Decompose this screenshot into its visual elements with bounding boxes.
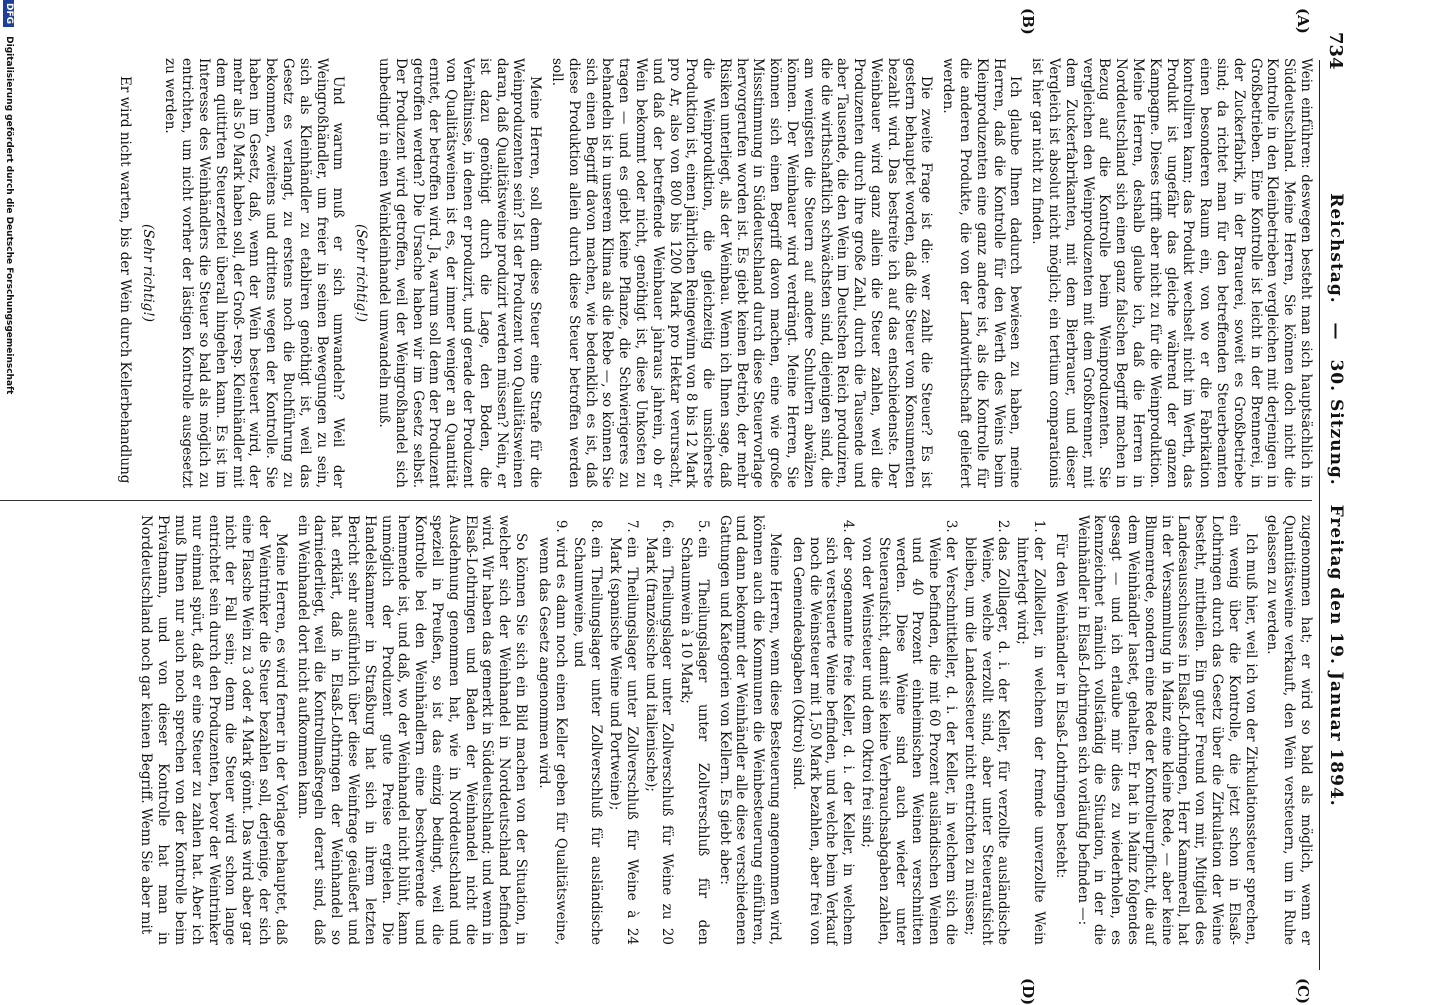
paragraph: Ich glaube Ihnen dadurch bewiesen zu haben, meine Herren, daß die Kontrolle für den Werth des Weins beim Kleinproduzenten eine ganz andere ist, als die Kontrolle für die anderen Produkte, die von der Landwirthschaft geliefert werden. xyxy=(940,58,1024,488)
paragraph: Für den Weinhändler in Elsaß-Lothringen besteht: xyxy=(1052,533,1069,879)
running-head-session: 30. Sitzung. xyxy=(1326,359,1346,486)
list-item: 3. der Verschnittkeller, d. i. der Keller, in welchem sich die Weine befinden, die mit 60 Prozent ausländischen Weinen und 40 Prozent einheimischen Weinen verschnitten werden. Diese Weine sind auch wieder unter Steueraufsicht, damit sie keine Verbrauchsabgaben zahlen, von der Weinsteuer und dem Oktroi frei sind; xyxy=(858,537,959,945)
cellar-types-list xyxy=(789,515,1047,945)
list-item: 4. der sogenannte freie Keller, d. i. der Keller, in welchem sich versteuerte Weine befinden, und welche beim Verkauf noch die Weinsteuer mit 1,50 Mark bezahlen, aber frei von den Gemeindeabgaben (Oktroi) sind. xyxy=(789,537,856,945)
paragraph: Meine Herren, wenn diese Besteuerung angenommen wird, können auch die Kommunen die Weinbesteuerung einführen, und dann bekommt der Weinhändler alle diese verschiedenen Gattungen und Kategorien von Kellern. Es giebt aber: xyxy=(716,515,784,945)
paragraph: Ich muß hier, weil ich von der Zirkulationssteuer sprechen, ein wenig über die Kontrolle, die jetzt schon in Elsaß-Lothringen durch das Gesetz über die Zirkulation der Weine besteht, mittheilen. Ein guter Freund von mir, Mitglied des Landesausschusses in Elsaß-Lothringen, Herr Kammerell, hat in der Versammlung in Mainz eine kleine Rede, — aber keine Blumenrede, sondern eine Rede der Kontrolleurpflicht, die auf dem Weinhändler lastet, gehalten. Er hat in Mainz folgendes gesagt — und ich erlaube mir dies zu wiederholen, es kennzeichnet nämlich vollständig die Situation, in der die Weinhändler in Elsaß-Lothringen sich vorläufig befinden —: xyxy=(1074,515,1259,945)
list-item: 1. der Zollkeller, in welchem der fremde unverzollte Wein hinterlegt wird; xyxy=(1013,537,1047,945)
running-head xyxy=(1326,0,1346,1000)
margin-mark-b: (B) xyxy=(1019,8,1037,35)
paragraph: Meine Herren, soll denn diese Steuer eine Strafe für die Weinproduzenten sein? Ist der Produzent von Qualitätsweinen daran, daß Qualitätsweine produzirt werden müssen? Nein, er ist dazu genöthigt durch die Lage, den Boden, die Verhältnisse, in denen er produzirt, und gerade der Produzent von Qualitätsweinen ist es, der immer weniger an Quantität erntet, der betroffen wird. Ja, warum soll denn der Produzent getroffen werden? Die Ursache haben wir im Gesetz selbst. Der Produzent wird getroffen, weil der Weingroßhandel sich unbedingt in einen Weinkleinhandel umwandeln muß. xyxy=(375,58,544,488)
storage-list xyxy=(535,515,711,945)
paragraph: zugenommen hat; er wird so bald als möglich, wenn er Quantitätsweine verkauft, den Wein versteuern, um in Ruhe gelassen zu werden. xyxy=(1264,515,1314,945)
left-column xyxy=(111,58,1314,488)
paragraph: So können Sie sich ein Bild machen von der Situation, in welcher sich der Weinhandel in Norddeutschland befinden wird. Wir haben das gemerkt in Süddeutschland; und wenn in Elsaß-Lothringen und Baden der Weinhandel nicht die Ausdehnung genommen hat, wie in Norddeutschland und speziell in Preußen, so ist das einzig bedingt, weil die Kontrolle bei den Weinhändlern eine beschwerende und hemmende ist, und daß, wo der Weinhandel nicht blüht, kann unmöglich der Produzent gute Preise ergielen. Die Handelskammer in Straßburg hat sich in ihrem letzten Bericht sehr ausführlich über diese Weinfrage geäußert und hat erklärt, daß in Elsaß-Lothringen der Weinhandel so darniederliegt, weil die Kontrollmaßregeln derart sind, daß ein Weinhandel dort nicht aufkommen kann. xyxy=(294,515,529,945)
list-item: 9. wird es dann noch einen Keller geben für Qualitätsweine, wenn das Gesetz angenommen wird. xyxy=(535,537,569,945)
header-rule xyxy=(1319,60,1320,970)
paragraph: Er wird nicht warten, bis der Wein durch Kellerbehandlung xyxy=(116,76,133,484)
list-item: 2. das Zolllager, d. i. der Keller, für verzollte ausländische Weine, welche verzollt sind, aber unter Steueraufsicht bleiben, um die Landessteuer nicht entrichten zu müssen; xyxy=(961,537,1011,945)
margin-mark-a: (A) xyxy=(1294,8,1312,34)
digitization-stamp xyxy=(2,0,14,1000)
list-item: 5. ein Theilungslager unter Zollverschluß für den Schaumwein à 10 Mark; xyxy=(677,537,711,945)
list-item: 6. ein Theilungslager unter Zollverschluß für Weine zu 20 Mark (französische und italienische); xyxy=(642,537,676,945)
paragraph: Meine Herren, es wird ferner in der Vorlage behauptet, daß der Weintrinker die Steuer bezahlen soll, derjenige, der sich eine Flasche Wein zu 3 oder 4 Mark gönnt. Das wird aber gar nicht der Fall sein; denn die Steuer wird schon lange entrichtet sein durch den Produzenten, bevor der Weintrinker nur einmal spürt, daß er eine Steuer zu zahlen hat. Aber ich muß Ihnen nur auch noch sprechen von der Kontrolle beim Privatmann, und von dieser Kontrolle hat man in Norddeutschland noch gar keinen Begriff. Wenn Sie aber mit xyxy=(138,515,289,945)
running-head-date: Freitag den 19. Januar 1894. xyxy=(1326,504,1346,807)
running-head-dash: — xyxy=(1326,322,1346,341)
paragraph: Die zweite Frage ist die: wer zahlt die Steuer? Es ist gestern behauptet worden, daß die Steuer vom Konsumenten bezahlt wird. Das bestreite ich auf das entschiedenste. Der Weinbauer wird ganz allein die Steuer zahlen, weil die Produzenten durch ihre große Zahl, durch die Tausende und aber Tausende, die den Wein im Deutschen Reich produziren, die die wirthschaftlich schwächsten sind, diejenigen sind, die am wenigsten die Steuern auf andere Schultern abwälzen können. Der Weinbauer wird verdrängt. Meine Herren, Sie können sich einen Begriff davon machen, eine wie große Missstimmung in Süddeutschland durch diese Steuervorlage hervorgerufen worden ist. Es giebt keinen Betrieb, der mehr Risiken unterliegt, als der Weinbau. Wenn ich Ihnen sage, daß die Weinproduktion, die gleichzeitig die unsicherste Produktion ist, einen jährlichen Reingewinn von 8 bis 12 Mark pro Ar, also von 800 bis 1200 Mark pro Hektar verursacht, und daß der betreffende Weinbauer jahraus jahrein, ob er Wein bekommt oder nicht, genöthigt ist, diese Unkosten zu tragen — und es giebt keine Pflanze, die Schwierigeres zu behandeln ist in unserem Klima als die Rebe —, so können Sie sich einen Begriff davon machen, wie bedenklich es ist, daß diese Produktion allein durch diese Steuer betroffen werden soll. xyxy=(548,58,935,488)
interjection: (Sehr richtig!) xyxy=(139,223,156,323)
paragraph: Und warum muß er sich umwandeln? Weil der Weingroßhändler, um freier in seinen Bewegungen zu sein, sich als Kleinhändler zu etabliren genöthigt ist, weil das Gesetz es verlangt, zu erstens noch die Buchführung zu bekommen, zweitens und drittens wegen der Kontrolle. Sie haben im Gesetz, daß, wenn der Wein besteuert wird, der mehr als 50 Mark haben soll, der Groß- resp. Kleinhändler mit dem quittirten Steuerzettel überall hingehen kann. Es ist im Interesse des Weinhändlers die Steuer so bald als möglich zu entrichten, um nicht vorher der lästigen Kontrolle ausgesetzt zu werden. xyxy=(162,58,347,488)
dfg-logo: DFG xyxy=(3,0,14,27)
right-column xyxy=(133,515,1314,945)
running-head-source: Reichstag. xyxy=(1326,193,1346,304)
column-divider xyxy=(0,500,1312,501)
digitization-credit: Digitalisierung gefördert durch die Deutsche Forschungsgemeinschaft xyxy=(4,36,14,395)
list-item: 8. ein Theilungslager unter Zollverschluß für ausländische Schaumweine, und xyxy=(571,537,605,945)
margin-mark-d: (D) xyxy=(1019,978,1037,1005)
page-number: 734 xyxy=(1325,32,1346,70)
margin-mark-c: (C) xyxy=(1294,978,1312,1005)
interjection: (Sehr richtig!) xyxy=(353,223,370,323)
list-item: 7. ein Theilungslager unter Zollverschluß für Weine à 24 Mark (spanische Weine und Portweine); xyxy=(606,537,640,945)
paragraph: Wein einführen: deswegen besteht man sich hauptsächlich in Süddeutschland. Meine Herren, Sie können doch nicht die Kontrolle in den Kleinbetrieben vergleichen mit derjenigen in Großbetrieben. Eine Kontrolle ist leicht in der Brennerei, in der Zuckerfabrik, in der Brauerei, soweit es Großbetriebe sind; da richtet man für den betreffenden Steuerbeamten einen besonderen Raum ein, von wo er die Fabrikation kontrolliren kann; das Produkt wechselt nicht im Werth, das Produkt ist ungefähr das gleiche während der ganzen Kampagne. Dieses trifft aber nicht zu für die Weinproduktion. Meine Herren, deshalb glaube ich, daß die Herren in Norddeutschland sich einen ganz falschen Begriff machen in Bezug auf die Kontrolle beim Weinproduzenten. Sie vergleichen den Weinproduzenten mit dem Großbrenner, mit dem Zuckerfabrikanten, mit dem Bierbrauer, und dieser Vergleich ist absolut nicht möglich; ein tertium comparationis ist hier gar nicht zu finden. xyxy=(1029,58,1314,488)
page-header xyxy=(1325,0,1432,1000)
